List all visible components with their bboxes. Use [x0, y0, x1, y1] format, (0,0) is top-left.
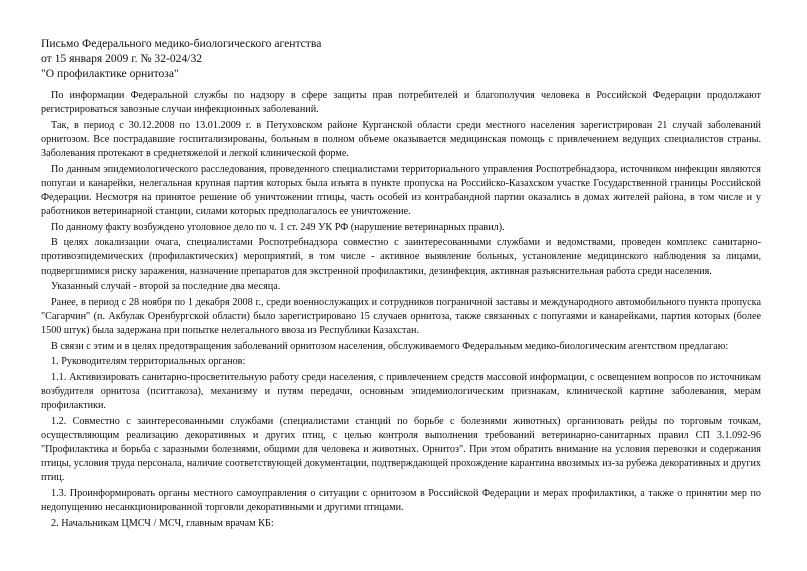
- paragraph-kurgan-cases: Так, в период с 30.12.2008 по 13.01.2009 г. в Петуховском районе Курганской области среди местного населения зарегистрирован 21 случай заболеваний орнитозом. Все пострадавшие госпитализированы, больным в полном объеме оказывается медицинская помощь с привлечением ведущих специалистов страны. Заболевания протекают в среднетяжелой и легкой клинической форме.: [41, 119, 761, 159]
- paragraph-criminal-case: По данному факту возбуждено уголовное дело по ч. 1 ст. 249 УК РФ (нарушение ветеринарных правил).: [51, 221, 505, 233]
- list-item-1: 1. Руководителям территориальных органов:: [51, 356, 246, 368]
- paragraph-investigation: По данным эпидемиологического расследования, проведенного специалистами территориального управления Роспотребнадзора, источником инфекции являются попугаи и канарейки, нелегальная крупная партия которых была изъята в пункте пропуска на Российско-Казахском участке Государственной границы Российской Федерации. Несмотря на принятое решение об уничтожении птицы, часть особей из контрабандной партии оказались в домах жителей района, в том числе и у работников ветеринарной станции, силами которых предполагалось ее уничтожение.: [41, 163, 761, 217]
- document-body: [41, 89, 761, 533]
- paragraph-earlier-cases: Ранее, в период с 28 ноября по 1 декабря 2008 г., среди военнослужащих и сотрудников пограничной заставы и международного автомобильного пункта пропуска "Сагарчин" (п. Акбулак Оренбургской области) было зарегистрировано 15 случаев орнитоза, также связанных с попугаями и канарейками, партия которых (более 1500 штук) была задержана при попытке нелегального ввоза из Республики Казахстан.: [41, 296, 761, 337]
- document-heading: [41, 36, 541, 81]
- paragraph-second-case: Указанный случай - второй за последние два месяца.: [51, 281, 281, 293]
- list-item-1-2: 1.2. Совместно с заинтересованными службами (специалистами станций по борьбе с болезнями животных) организовать рейды по торговым точкам, осуществляющим реализацию декоративных и других птиц, с целью контроля выполнения требований ветеринарно-санитарных правил СП 3.1.092-96 "Профилактика и борьба с заразными болезнями, общими для человека и животных. Орнитоз". При этом обратить внимание на условия перевозки и содержания птицы, условия труда персонала, наличие соответствующей документации, подтверждающей прохождение карантина ввозимых из-за рубежа декоративных и других птиц.: [41, 416, 761, 484]
- paragraph-intro: По информации Федеральной службы по надзору в сфере защиты прав потребителей и благополучия человека в Российской Федерации продолжают регистрироваться завозные случаи инфекционных заболеваний.: [41, 90, 761, 116]
- list-item-1-1: 1.1. Активизировать санитарно-просветительную работу среди населения, с привлечением средств массовой информации, с освещением вопросов по источникам возбудителя орнитоза (пситтакоза), механизму и путям передачи, основным эпидемиологическим признакам, клинической картине заболевания, мерам профилактики.: [41, 372, 761, 412]
- list-item-1-3: 1.3. Проинформировать органы местного самоуправления о ситуации с орнитозом в Российской Федерации и мерах профилактики, а также о принятии мер по недопущению несанкционированной торговли декоративными и другими птицами.: [41, 488, 761, 514]
- heading-issuer: Письмо Федерального медико-биологического агентства: [41, 37, 322, 50]
- heading-date-number: от 15 января 2009 г. № 32-024/32: [41, 52, 203, 65]
- heading-subject: "О профилактике орнитоза": [41, 67, 179, 80]
- paragraph-localization: В целях локализации очага, специалистами Роспотребнадзора совместно с заинтересованными службами и ведомствами, проведен комплекс санитарно-противоэпидемических (профилактических) мероприятий, в том числе - активное выявление больных, установление медицинского наблюдения за лицами, подвергшимися риску заражения, назначение препаратов для экстренной профилактики, дезинфекция, активная разъяснительная работа среди населения.: [41, 237, 761, 277]
- paragraph-proposal: В связи с этим и в целях предотвращения заболеваний орнитозом населения, обслуживаемого Федеральным медико-биологическим агентством предлагаю:: [51, 340, 729, 352]
- list-item-2: 2. Начальникам ЦМСЧ / МСЧ, главным врачам КБ:: [51, 517, 274, 529]
